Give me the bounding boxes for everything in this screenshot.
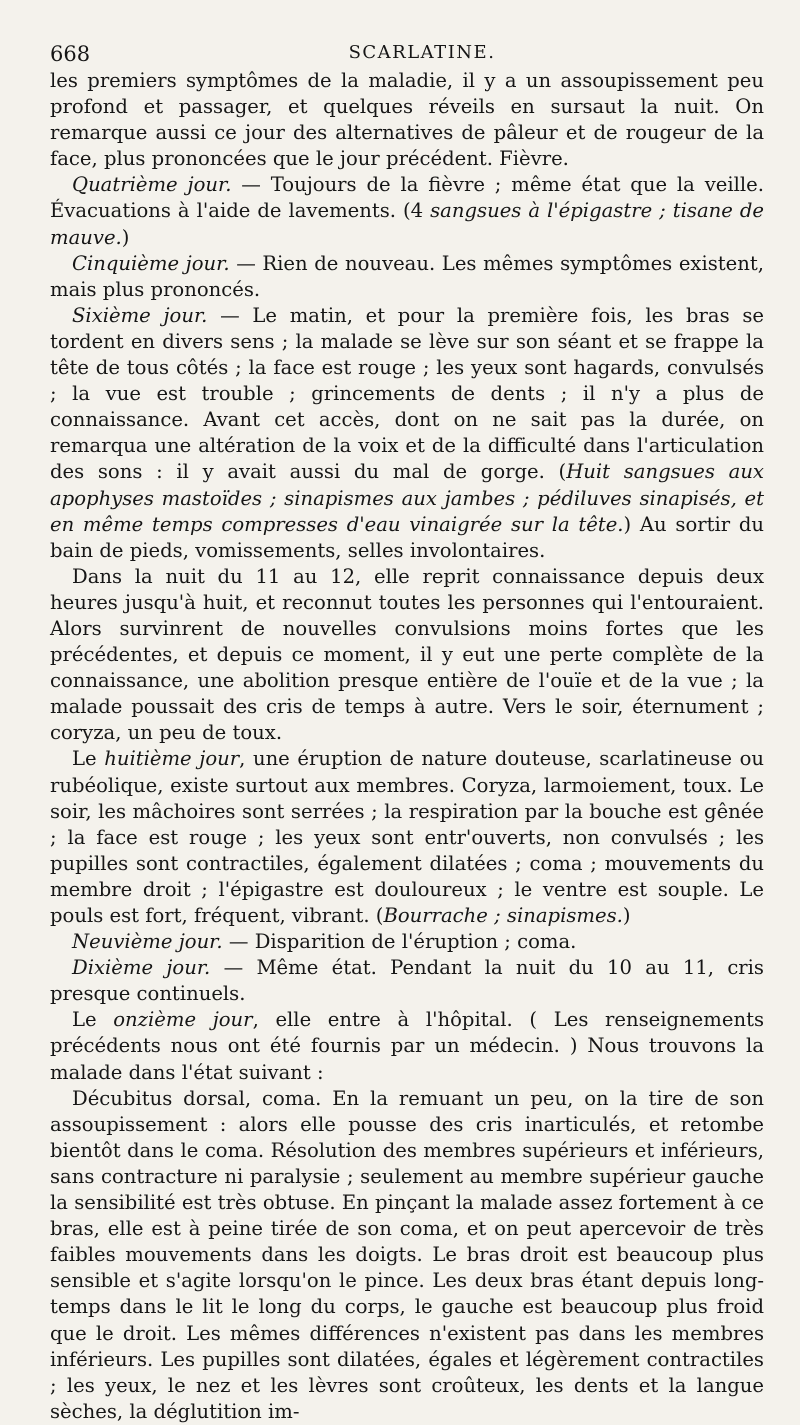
text-run: — Le matin, et pour la première fois, les bras se tordent en divers sens ; la malade se lève sur son séant et se frappe la tête de tous côtés ; la face est rouge ; les yeux sont hagards, convulsés ; la vue est trouble ; grincements de dents ; il n'y a plus de connaissance. Avant cet accès, dont on ne sait pas la durée, on remarqua une altération de la voix et de la difficulté dans l'articulation des sons : il y avait aussi du mal de gorge. ( <box>50 303 764 484</box>
text-run: Le <box>72 1008 114 1032</box>
italic-run: Dixième jour. <box>72 956 211 980</box>
page-header <box>50 0 764 68</box>
text-run: — Rien de nouveau. Les mêmes symptômes existent, mais plus prononcés. <box>50 251 764 301</box>
paragraph <box>50 1007 764 1085</box>
paragraph <box>50 251 764 303</box>
text-run: , une éruption de nature douteuse, scarlatineuse ou rubéolique, existe surtout aux membres. Coryza, larmoiement, toux. Le soir, les mâchoires sont serrées ; la respiration par la bouche est gênée ; la face est rouge ; les yeux sont entr'ouverts, non convulsés ; les pupilles sont contractiles, également dilatées ; coma ; mouvements du membre droit ; l'épigastre est douloureux ; le ventre est souple. Le pouls est fort, fréquent, vibrant. ( <box>50 747 764 927</box>
text-run: ) Au sortir du bain de pieds, vomissements, selles involontaires. <box>50 512 764 562</box>
text-run: — Même état. Pendant la nuit du 10 au 11, cris presque continuels. <box>50 956 764 1006</box>
text-run: — Toujours de la fièvre ; même état que la veille. Évacuations à l'aide de lavements. (4 <box>50 173 765 223</box>
italic-run: huitième jour <box>104 747 240 771</box>
text-run: , elle entre à l'hôpital. ( Les renseignements précédents nous ont été fournis par un médecin. ) Nous trouvons la malade dans l'état suivant : <box>50 1008 764 1084</box>
paragraph <box>50 172 764 250</box>
paragraph <box>50 68 764 172</box>
page-number: 668 <box>50 42 91 66</box>
italic-run: Bourrache ; sinapismes. <box>383 904 623 927</box>
italic-run: Neuvième jour. <box>72 930 223 954</box>
paragraph <box>50 929 764 955</box>
italic-run: Cinquième jour. <box>72 251 230 275</box>
italic-run: Sixième jour. <box>72 303 208 327</box>
paragraph <box>50 746 764 929</box>
italic-run: sangsues à l'épigastre ; tisane de mauve. <box>50 199 764 249</box>
text-run: Dans la nuit du 11 au 12, elle reprit connaissance depuis deux heures jusqu'à huit, et reconnut toutes les personnes qui l'entouraient. Alors survinrent de nouvelles convulsions moins fortes que les précédentes, et depuis ce moment, il y eut une perte complète de la connaissance, une abolition presque entière de l'ouïe et de la vue ; la malade poussait des cris de temps à autre. Vers le soir, éternument ; coryza, un peu de toux. <box>50 564 764 745</box>
paragraph <box>50 303 764 564</box>
italic-run: onzième jour <box>113 1008 253 1032</box>
text-run: Décubitus dorsal, coma. En la remuant un peu, on la tire de son assoupissement : alors elle pousse des cris inarticulés, et retombe bientôt dans le coma. Résolution des membres supérieurs et inférieurs, sans contracture ni paralysie ; seulement au membre supérieur gauche la sensibilité est très obtuse. En pinçant la malade assez fortement à ce bras, elle est à peine tirée de son coma, et on peut apercevoir de très faibles mouvements dans les doigts. Le bras droit est beaucoup plus sensible et s'agite lorsqu'on le pince. Les deux bras étant depuis long-temps dans le lit le long du corps, le gauche est beaucoup plus froid que le droit. Les mêmes différences n'existent pas dans les membres inférieurs. Les pupilles sont dilatées, égales et légèrement contractiles ; les yeux, le nez et les lèvres sont croûteux, les dents et la langue sèches, la déglutition im- <box>50 1086 764 1423</box>
italic-run: Quatrième jour. <box>72 173 232 197</box>
italic-run: Huit sangsues aux apophyses mastoïdes ; sinapismes aux jambes ; pédiluves sinapisés, et en même temps compresses d'eau vinaigrée sur la tête. <box>50 460 764 536</box>
paragraph <box>50 1086 764 1425</box>
body-text <box>50 68 764 1425</box>
text-run: ) <box>121 225 130 249</box>
paragraph <box>50 564 764 747</box>
text-run: les premiers symptômes de la maladie, il y a un assoupissement peu profond et passager, et quelques réveils en sursaut la nuit. On remarque aussi ce jour des alternatives de pâleur et de rougeur de la face, plus prononcées que le jour précédent. Fièvre. <box>50 69 764 171</box>
paragraph <box>50 955 764 1007</box>
text-run: ) <box>622 904 631 927</box>
text-run: — Disparition de l'éruption ; coma. <box>222 930 577 954</box>
text-run: Le <box>72 747 105 771</box>
running-title: SCARLATINE. <box>348 42 496 63</box>
